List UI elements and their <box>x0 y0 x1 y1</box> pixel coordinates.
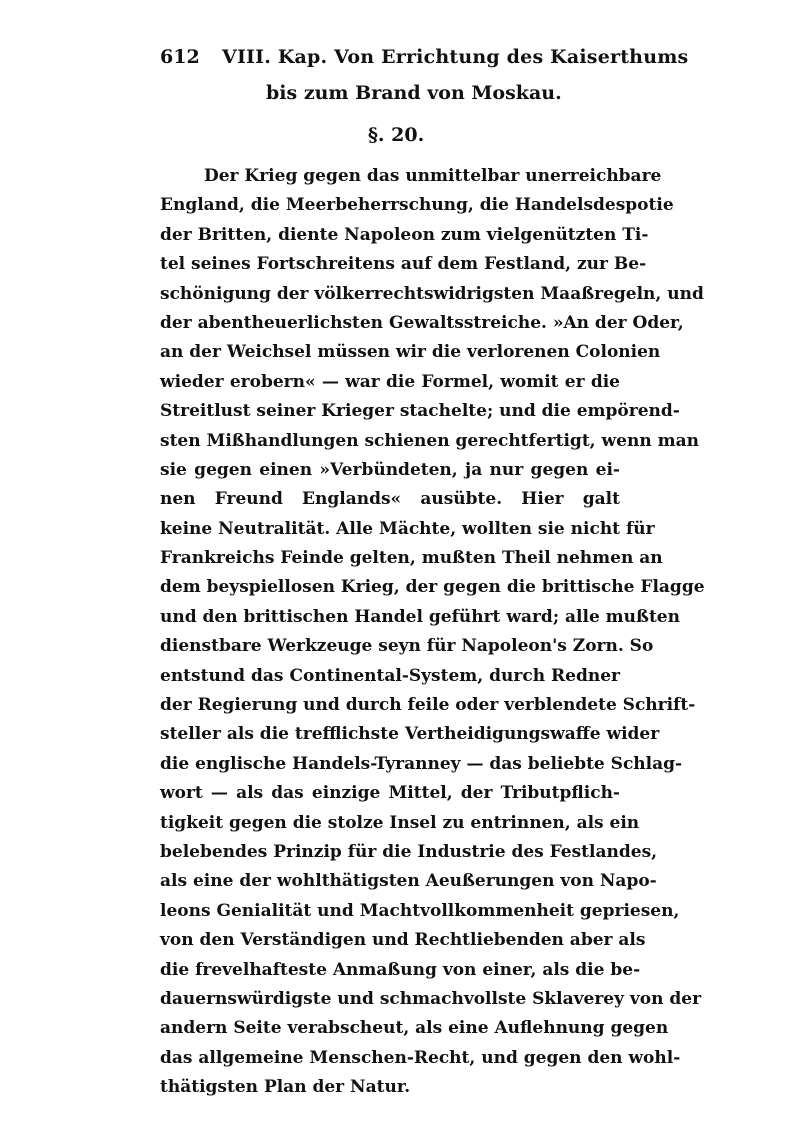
text-line: belebendes Prinzip für die Industrie des Festlandes, <box>160 841 658 862</box>
text-line: dienstbare Werkzeuge seyn für Napoleon's Zorn. So <box>160 636 654 657</box>
text-line: der Regierung und durch feile oder verblendete Schrift- <box>160 695 696 716</box>
page-number: 612 <box>160 46 200 68</box>
text-line: an der Weichsel müssen wir die verlorenen Colonien <box>160 342 661 363</box>
text-line: thätigsten Plan der Natur. <box>160 1077 411 1098</box>
text-line: England, die Meerbeherrschung, die Handelsdespotie <box>160 195 674 216</box>
text-line: sten Mißhandlungen schienen gerechtfertigt, wenn man <box>160 430 699 451</box>
text-line: schönigung der völkerrechtswidrigsten Maaßregeln, und <box>160 283 704 304</box>
body-paragraph <box>160 162 705 1103</box>
text-line: sie gegen einen »Verbündeten, ja nur gegen ei- <box>160 459 620 480</box>
text-line: die frevelhafteste Anmaßung von einer, als die be- <box>160 959 641 980</box>
text-line: Streitlust seiner Krieger stachelte; und die empörend- <box>160 401 680 422</box>
text-line: tigkeit gegen die stolze Insel zu entrinnen, als ein <box>160 812 640 833</box>
text-line: wieder erobern« — war die Formel, womit er die <box>160 371 620 392</box>
text-line: und den brittischen Handel geführt ward; alle mußten <box>160 606 680 627</box>
text-line: Frankreichs Feinde gelten, mußten Theil nehmen an <box>160 548 663 569</box>
text-line: der Britten, diente Napoleon zum vielgenützten Ti- <box>160 224 649 245</box>
text-line: wort — als das einzige Mittel, der Tributpflich- <box>160 783 620 804</box>
text-line: tel seines Fortschreitens auf dem Festland, zur Be- <box>160 254 647 275</box>
text-line: Der Krieg gegen das unmittelbar unerreichbare <box>204 166 662 186</box>
running-title: VIII. Kap. Von Errichtung des Kaiserthums <box>222 46 689 68</box>
text-line: dem beyspiellosen Krieg, der gegen die brittische Flagge <box>160 577 705 598</box>
text-line: andern Seite verabscheut, als eine Auflehnung gegen <box>160 1018 669 1039</box>
text-line: nen Freund Englands« ausübte. Hier galt <box>160 489 620 510</box>
text-line: von den Verständigen und Rechtliebenden aber als <box>160 930 646 951</box>
text-line: entstund das Continental-System, durch Redner <box>160 665 620 686</box>
text-line: steller als die trefflichste Vertheidigungswaffe wider <box>160 724 660 745</box>
section-number: §. 20. <box>368 124 425 146</box>
running-title-continued: bis zum Brand von Moskau. <box>266 82 562 104</box>
text-line: der abentheuerlichsten Gewaltsstreiche. »An der Oder, <box>160 312 684 333</box>
text-line: keine Neutralität. Alle Mächte, wollten sie nicht für <box>160 518 655 539</box>
text-line: dauernswürdigste und schmachvollste Sklaverey von der <box>160 988 702 1009</box>
running-header <box>160 46 689 76</box>
text-line: die englische Handels-Tyranney — das beliebte Schlag- <box>160 753 683 774</box>
text-line: das allgemeine Menschen-Recht, und gegen den wohl- <box>160 1047 681 1068</box>
text-line: als eine der wohlthätigsten Aeußerungen von Napo- <box>160 871 657 892</box>
text-line: leons Genialität und Machtvollkommenheit gepriesen, <box>160 900 680 921</box>
